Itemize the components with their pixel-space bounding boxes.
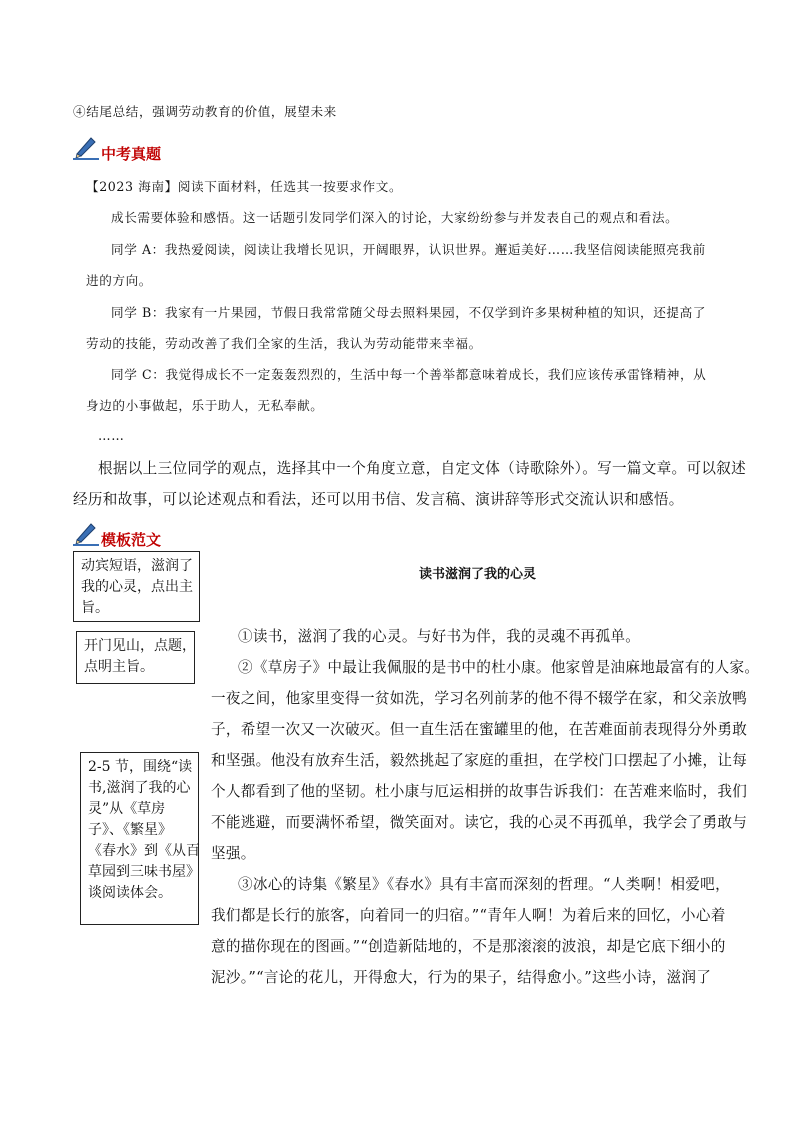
essay-p2-line: 子，希望一次又一次破灭。但一直生活在蜜罐里的他，在苦难面前表现得分外勇敢: [211, 721, 748, 738]
essay-p3-line: 泥沙。”“言论的花儿，开得愈大，行为的果子，结得愈小。”这些小诗，滋润了: [211, 969, 712, 986]
exam-instruction: 阅读下面材料，任选其一按要求作文。: [177, 179, 403, 194]
essay-p2-line: ②《草房子》中最让我佩服的是书中的杜小康。他家曾是油麻地最富有的人家。: [238, 659, 760, 676]
exam-instruction-line: [86, 176, 402, 195]
essay-p2-line: 坚强。: [211, 845, 256, 862]
essay-p2-line: 一夜之间，他家里变得一贫如洗，学习名列前茅的他不得不辍学在家，和父亲放鸭: [211, 690, 748, 707]
side-note-1: [73, 551, 200, 622]
pencil-icon: [73, 136, 99, 164]
side-note-1-line: 我的心灵，点出主: [81, 579, 193, 595]
section-title-model: 模板范文: [101, 531, 162, 549]
side-note-3-line: 子》、《繁星》: [88, 822, 172, 838]
pencil-icon: [73, 522, 99, 550]
side-note-3: [80, 752, 199, 925]
side-note-1-line: 旨。: [81, 600, 109, 616]
side-note-1-line: 动宾短语，滋润了: [81, 558, 193, 574]
essay-p2-line: 个人都看到了他的坚韧。杜小康与厄运相拼的故事告诉我们：在苦难来临时，我们: [211, 783, 748, 800]
student-a-line-1: 同学 A：我热爱阅读，阅读让我增长见识，开阔眼界，认识世界。邂逅美好……我坚信阅读能照亮我前: [111, 242, 706, 257]
student-c-line-2: 身边的小事做起，乐于助人，无私奉献。: [86, 398, 324, 413]
student-b-line-1: 同学 B：我家有一片果园，节假日我常常随父母去照料果园，不仅学到许多果树种植的知识，还提高了: [111, 305, 706, 320]
essay-p2-line: 和坚强。他没有放弃生活，毅然挑起了家庭的重担，在学校门口摆起了小摊，让每: [211, 752, 748, 769]
exam-ellipsis: ……: [98, 428, 125, 443]
student-b-line-2: 劳动的技能，劳动改善了我们全家的生活，我认为劳动能带来幸福。: [86, 336, 482, 351]
essay-p3-line: 我们都是长行的旅客，向着同一的归宿。”“青年人啊！为着后来的回忆，小心着: [211, 907, 726, 924]
exam-source-tag: 【2023 海南】: [86, 179, 178, 194]
side-note-3-line: 草园到三味书屋》: [88, 864, 200, 880]
exam-intro: 成长需要体验和感悟。这一话题引发同学们深入的讨论，大家纷纷参与并发表自己的观点和看法。: [111, 210, 679, 225]
essay-p2-line: 不能逃避，而要满怀希望，微笑面对。读它，我的心灵不再孤单，我学会了勇敢与: [211, 814, 748, 831]
student-c-line-1: 同学 C：我觉得成长不一定轰轰烈烈的，生活中每一个善举都意味着成长，我们应该传承雷锋精神，从: [111, 367, 707, 382]
side-note-3-line: 《春水》到《从百: [88, 843, 200, 859]
side-note-2-line: 开门见山，点题，: [84, 638, 196, 654]
side-note-3-line: 书,滋润了我的心: [88, 780, 191, 796]
essay-p3-line: 意的描你现在的图画。”“创造新陆地的，不是那滚滚的波浪，却是它底下细小的: [211, 938, 726, 955]
side-note-3-line: 2-5 节，围绕“读: [88, 759, 193, 775]
side-note-3-line: 谈阅读体会。: [88, 885, 172, 901]
side-note-2: [76, 631, 195, 684]
requirement-line-1: 根据以上三位同学的观点，选择其中一个角度立意，自定文体（诗歌除外）。写一篇文章。可以叙述: [98, 460, 747, 477]
student-a-line-2: 进的方向。: [86, 273, 152, 288]
requirement-line-2: 经历和故事，可以论述观点和看法，还可以用书信、发言稿、演讲辞等形式交流认识和感悟。: [73, 491, 684, 508]
side-note-2-line: 点明主旨。: [84, 659, 154, 675]
section-header-model: [73, 522, 161, 550]
essay-title: 读书滋润了我的心灵: [419, 567, 537, 582]
intro-point: ④结尾总结，强调劳动教育的价值，展望未来: [73, 104, 337, 119]
essay-paragraph-1: ①读书，滋润了我的心灵。与好书为伴，我的灵魂不再孤单。: [238, 628, 641, 645]
section-title-exam: 中考真题: [101, 145, 162, 163]
side-note-3-line: 灵”从《草房: [88, 801, 166, 817]
section-header-exam: [73, 136, 161, 164]
essay-p3-line: ③冰心的诗集《繁星》《春水》具有丰富而深刻的哲理。“人类啊！相爱吧，: [238, 876, 730, 893]
